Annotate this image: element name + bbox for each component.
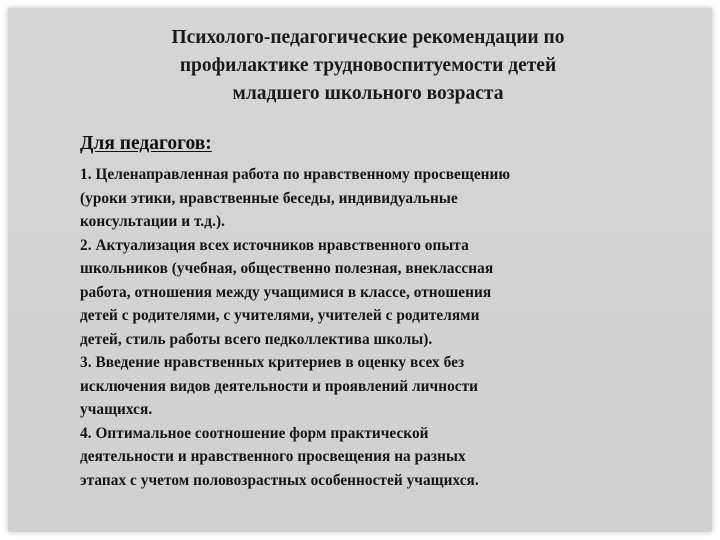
text-line: работа, отношения между учащимися в классе, отношения <box>80 283 492 301</box>
slide-card <box>8 8 712 532</box>
text-line: 1. Целенаправленная работа по нравственному просвещению <box>80 166 511 183</box>
text-line: (уроки этики, нравственные беседы, индивидуальные <box>80 189 458 207</box>
text-line: консультации и т.д.). <box>80 213 225 230</box>
text-line: детей с родителями, с учителями, учителей с родителями <box>80 307 480 324</box>
slide-title <box>68 24 668 108</box>
section-heading: Для педагогов: <box>80 133 212 154</box>
title-line: Психолого-педагогические рекомендации по <box>171 27 565 48</box>
recommendations-text <box>80 163 670 492</box>
text-line: 2. Актуализация всех источников нравственного опыта <box>80 236 469 254</box>
text-line: детей, стиль работы всего педколлектива школы). <box>80 330 433 348</box>
text-line: этапах с учетом половозрастных особенностей учащихся. <box>80 471 479 489</box>
text-line: учащихся. <box>80 401 153 418</box>
title-line: профилактике трудновоспитуемости детей <box>179 55 557 76</box>
text-line: 4. Оптимальное соотношение форм практической <box>80 424 429 442</box>
text-line: школьников (учебная, общественно полезная, внеклассная <box>80 260 494 277</box>
text-line: исключения видов деятельности и проявлений личности <box>80 377 479 395</box>
text-line: деятельности и нравственного просвещения на разных <box>80 448 466 465</box>
text-line: 3. Введение нравственных критериев в оценку всех без <box>80 354 465 371</box>
title-line: младшего школьного возраста <box>232 83 504 104</box>
